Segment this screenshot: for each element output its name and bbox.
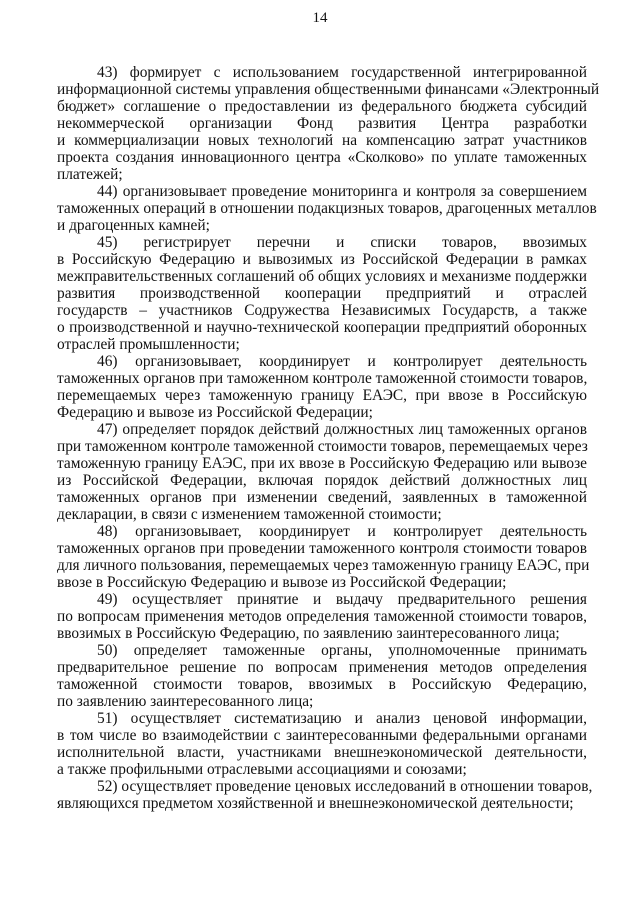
paragraph-item — [57, 183, 597, 234]
text-line: таможенных органов при таможенном контроле таможенной стоимости товаров, — [57, 370, 588, 387]
document-body — [57, 64, 600, 812]
text-line: платежей; — [57, 166, 123, 183]
text-line: информационной системы управления общественными финансами «Электронный — [57, 81, 600, 98]
paragraph-item — [57, 421, 587, 523]
text-line: 44) организовывает проведение мониторинга и контроля за совершением — [97, 183, 587, 200]
text-line: 43) формирует с использованием государственной интегрированной — [97, 64, 587, 81]
paragraph-item — [57, 591, 587, 642]
text-line: в Российскую Федерацию и вывозимых из Российской Федерации в рамках — [57, 251, 587, 268]
text-line: ввозе в Российскую Федерацию и вывозе из Российской Федерации; — [57, 574, 507, 591]
text-line: являющихся предметом хозяйственной и внешнеэкономической деятельности; — [57, 795, 574, 812]
text-line: 46) организовывает, координирует и контролирует деятельность — [97, 353, 587, 370]
text-line: 49) осуществляет принятие и выдачу предварительного решения — [97, 591, 587, 608]
text-line: Федерацию и вывозе из Российской Федерации; — [57, 404, 373, 421]
text-line: перемещаемых через таможенную границу ЕАЭС, при ввозе в Российскую — [57, 387, 587, 404]
text-line: для личного пользования, перемещаемых через таможенную границу ЕАЭС, при — [57, 557, 590, 574]
text-line: ввозимых в Российскую Федерацию, по заявлению заинтересованного лица; — [57, 625, 560, 642]
paragraph-item — [57, 710, 587, 778]
text-line: 51) осуществляет систематизацию и анализ ценовой информации, — [97, 710, 587, 727]
text-line: из Российской Федерации, включая порядок действий должностных лиц — [57, 472, 587, 489]
text-line: 50) определяет таможенные органы, уполномоченные принимать — [97, 642, 587, 659]
text-line: в том числе во взаимодействии с заинтересованными федеральными органами — [57, 727, 587, 744]
text-line: о производственной и научно-технической кооперации предприятий оборонных — [57, 319, 587, 336]
text-line: государств – участников Содружества Независимых Государств, а также — [57, 302, 587, 319]
text-line: при таможенном контроле таможенной стоимости товаров, перемещаемых через — [57, 438, 588, 455]
text-line: исполнительной власти, участниками внешнеэкономической деятельности, — [57, 744, 587, 761]
text-line: и драгоценных камней; — [57, 217, 210, 234]
text-line: по заявлению заинтересованного лица; — [57, 693, 314, 710]
text-line: таможенных операций в отношении подакцизных товаров, драгоценных металлов — [57, 200, 597, 217]
text-line: 48) организовывает, координирует и контролирует деятельность — [97, 523, 587, 540]
text-line: таможенную границу ЕАЭС, при их ввозе в Российскую Федерацию или вывозе — [57, 455, 587, 472]
text-line: таможенных органов при изменении сведений, заявленных в таможенной — [57, 489, 587, 506]
text-line: 45) регистрирует перечни и списки товаров, ввозимых — [97, 234, 587, 251]
paragraph-item — [57, 64, 600, 183]
text-line: 47) определяет порядок действий должностных лиц таможенных органов — [97, 421, 587, 438]
text-line: 52) осуществляет проведение ценовых исследований в отношении товаров, — [97, 778, 593, 795]
paragraph-item — [57, 642, 587, 710]
text-line: декларации, в связи с изменением таможенной стоимости; — [57, 506, 442, 523]
text-line: таможенных органов при проведении таможенного контроля стоимости товаров — [57, 540, 587, 557]
text-line: по вопросам применения методов определения таможенной стоимости товаров, — [57, 608, 587, 625]
paragraph-item — [57, 523, 590, 591]
text-line: отраслей промышленности; — [57, 336, 240, 353]
text-line: предварительное решение по вопросам применения методов определения — [57, 659, 587, 676]
text-line: межправительственных соглашений об общих условиях и механизме поддержки — [57, 268, 587, 285]
paragraph-item — [57, 234, 587, 353]
text-line: развития производственной кооперации предприятий и отраслей — [57, 285, 587, 302]
text-line: таможенной стоимости товаров, ввозимых в Российскую Федерацию, — [57, 676, 587, 693]
paragraph-item — [57, 353, 587, 421]
text-line: а также профильными отраслевыми ассоциациями и союзами; — [57, 761, 467, 778]
page-number: 14 — [312, 10, 328, 26]
text-line: бюджет» соглашение о предоставлении из федерального бюджета субсидий — [57, 98, 587, 115]
text-line: некоммерческой организации Фонд развития Центра разработки — [57, 115, 587, 132]
text-line: проекта создания инновационного центра «Сколково» по уплате таможенных — [57, 149, 587, 166]
text-line: и коммерциализации новых технологий на компенсацию затрат участников — [57, 132, 587, 149]
paragraph-item — [57, 778, 593, 812]
